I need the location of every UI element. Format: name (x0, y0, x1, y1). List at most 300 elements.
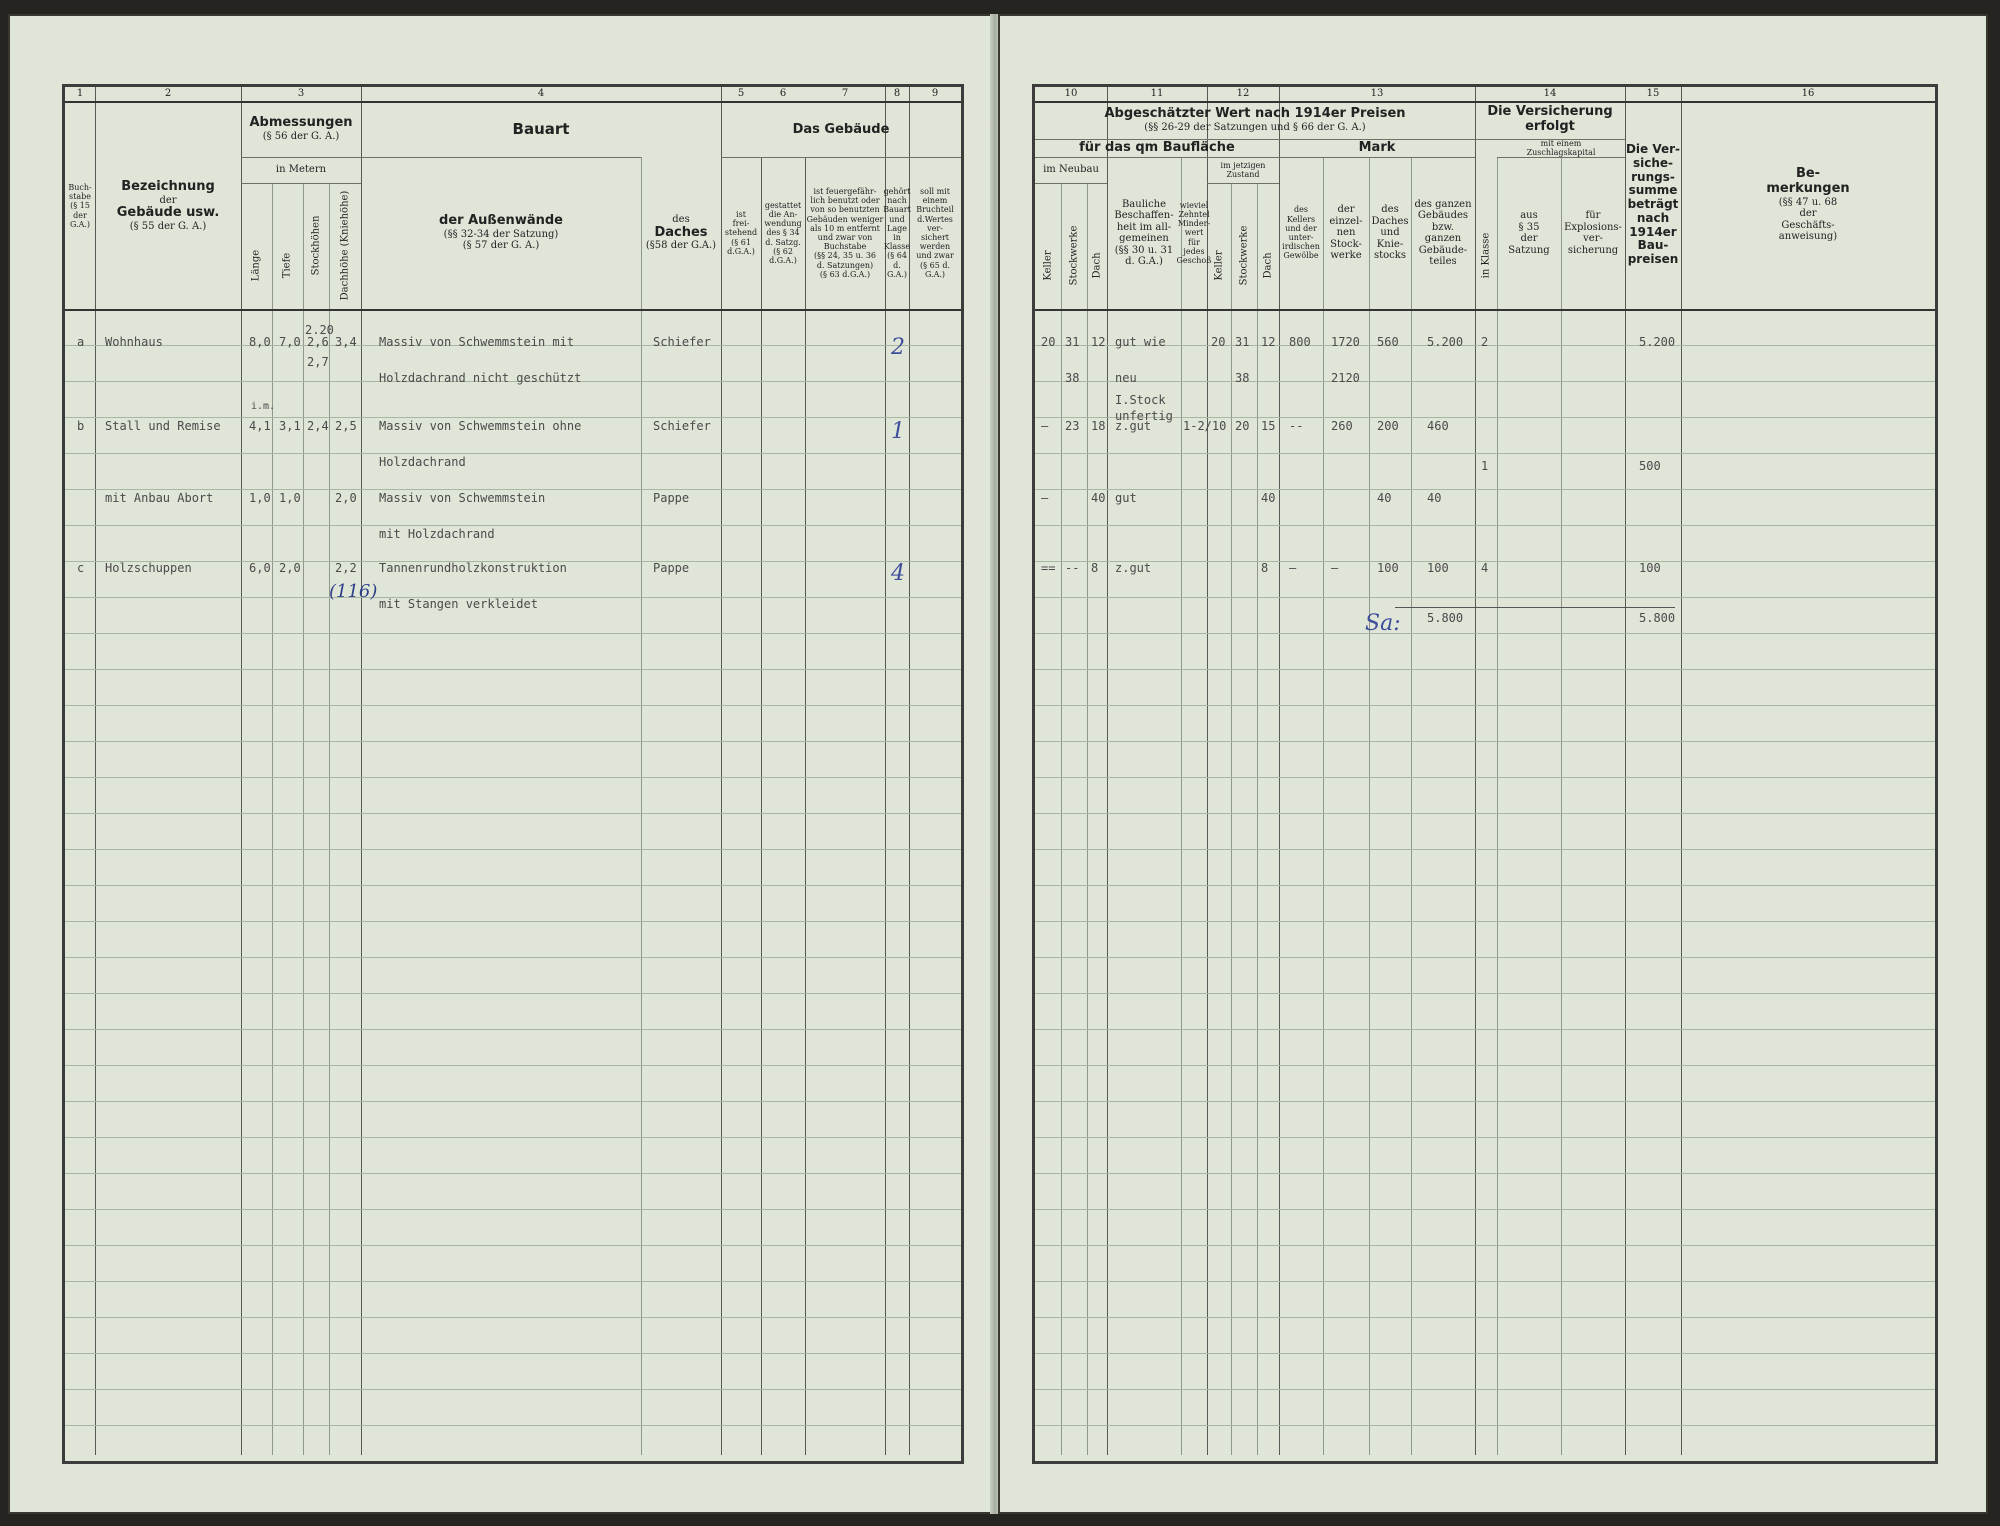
header-feuergefaehrlich-line: (§§ 24, 35 u. 36 (813, 251, 877, 261)
header-bemerkungen-line: der (1799, 208, 1817, 220)
column-number-line: 9 (931, 88, 939, 100)
row-aussenwand: Tannenrundholzkonstruktion (379, 561, 567, 575)
column-number-line: 3 (297, 88, 305, 100)
header-freistehend-line: frei- (732, 219, 750, 229)
row-mark-keller: — (1289, 561, 1297, 575)
grid-column-line (1061, 183, 1062, 1455)
header-aus-satzung-line: der (1520, 233, 1538, 244)
header-freistehend-line: (§ 61 (731, 237, 751, 247)
header-bauliche (1107, 157, 1181, 309)
header-ganzen-line: bzw. (1431, 221, 1455, 233)
header-feuergefaehrlich-line: d. Satzungen) (816, 260, 874, 270)
grid-row-line (1035, 633, 1935, 634)
row-klasse-handwritten: 1 (891, 419, 905, 444)
grid-row-line (65, 741, 961, 742)
grid-row-line (65, 1425, 961, 1426)
header-ganzen-line: Gebäude- (1418, 244, 1468, 256)
row-bezeichnung: Holzschuppen (105, 561, 192, 575)
header-bezeichnung-line: Bezeichnung (121, 178, 215, 194)
header-bauliche-line: (§§ 30 u. 31 (1114, 244, 1174, 256)
header-das-gebaude-line: Das Gebäude (792, 121, 890, 137)
grid-column-line (303, 183, 304, 1455)
header-einzelnen-line: einzel- (1329, 215, 1363, 227)
grid-row-line (1035, 921, 1935, 922)
row-buchstabe: a (77, 335, 85, 349)
grid-row-line (65, 1137, 961, 1138)
left-page (8, 14, 998, 1514)
header-feuergefaehrlich-line: und zwar von (817, 233, 873, 242)
header-in-klasse: in Klasse (1480, 232, 1492, 279)
grid-column-line (641, 157, 642, 1455)
header-abgeschaetzter-wert (1035, 101, 1475, 139)
header-tiefe: Tiefe (281, 252, 293, 279)
row-dach-material: Schiefer (653, 335, 711, 349)
header-gehoert-klasse-line: (§ 64 d. (887, 251, 907, 270)
header-bruchteil-line: einem (922, 196, 948, 206)
grid-row-line (1035, 705, 1935, 706)
grid-row-line (65, 1317, 961, 1318)
column-number-line: 10 (1064, 88, 1078, 100)
header-versicherungssumme-line: Die Ver- (1625, 141, 1681, 156)
header-bezeichnung-line: (§ 55 der G. A.) (129, 220, 207, 232)
row-stockwerke-neubau: 23 (1065, 419, 1080, 433)
row-mark-stockwerke: — (1331, 561, 1339, 575)
row-bauliche-beschaffenheit: gut (1115, 491, 1137, 505)
header-gestattet (761, 157, 805, 309)
column-number (1681, 87, 1935, 101)
header-versicherungssumme-line: summe (1628, 183, 1678, 198)
header-bauart (361, 103, 721, 157)
header-einzelnen-line: Stock- (1330, 238, 1362, 250)
header-versicherung-line: Die Versicherung (1487, 104, 1613, 120)
column-number (909, 87, 961, 101)
row-klasse: 1 (1481, 459, 1489, 473)
grid-row-line (1207, 183, 1279, 184)
row-bauliche-beschaffenheit: unfertig (1115, 409, 1173, 423)
row-tiefe: 2,0 (279, 561, 301, 575)
header-zuschlagskapital-line: mit einem (1540, 138, 1582, 148)
row-mark-stockwerke: 260 (1331, 419, 1353, 433)
header-ganzen-line: ganzen (1424, 233, 1462, 244)
header-versicherungssumme (1625, 101, 1681, 309)
header-gehoert-klasse-line: Bauart (883, 205, 911, 215)
header-bruchteil-line: soll mit (920, 187, 950, 197)
header-einzelnen-line: nen (1336, 227, 1356, 239)
grid-row-line (1035, 1065, 1935, 1066)
header-jetziger-zustand (1207, 157, 1279, 183)
header-bemerkungen-line: merkungen (1766, 181, 1850, 196)
header-bruchteil (909, 157, 961, 309)
row-laenge: 1,0 (249, 491, 271, 505)
header-bauart-line: Bauart (512, 120, 570, 139)
grid-row-line (65, 777, 961, 778)
column-number (885, 87, 909, 101)
header-bemerkungen-line: (§§ 47 u. 68 (1778, 196, 1838, 208)
header-kellers-line: unter- (1288, 233, 1314, 242)
column-number (1625, 87, 1681, 101)
header-gestattet-line: die An- (768, 210, 798, 220)
row-aussenwand: mit Holzdachrand (379, 527, 495, 541)
row-keller-neubau: — (1041, 491, 1049, 505)
header-explosion-line: für (1585, 210, 1601, 221)
header-zuschlagskapital (1497, 139, 1625, 157)
grid-row-line (1035, 1389, 1935, 1390)
header-aus-satzung (1497, 157, 1561, 309)
header-bruchteil-line: sichert (920, 233, 950, 242)
row-keller-neubau: 20 (1041, 335, 1056, 349)
row-klasse-handwritten: 4 (891, 561, 905, 586)
header-keller-jetzig: Keller (1213, 250, 1225, 281)
right-form-sheet (1032, 84, 1938, 1464)
grid-row-line (1035, 1425, 1935, 1426)
header-explosion-line: Explosions- (1564, 221, 1622, 233)
header-gestattet-line: gestattet (764, 200, 802, 210)
row-dach-material: Schiefer (653, 419, 711, 433)
row-handwritten-mark: (116) (329, 581, 378, 602)
grid-column-line (1323, 157, 1324, 1455)
header-bruchteil-line: G.A.) (924, 269, 946, 279)
header-abmessungen-line: (§ 56 der G. A.) (262, 130, 340, 142)
right-page (998, 14, 1988, 1514)
header-daches (641, 157, 721, 309)
header-kellers (1279, 157, 1323, 309)
grid-row-line (65, 1173, 961, 1174)
header-bauliche-line: d. G.A.) (1125, 256, 1163, 267)
header-daches-mark-line: des (1381, 204, 1399, 216)
grid-row-line (65, 417, 961, 418)
grid-column-line (1411, 157, 1412, 1455)
grid-column-line (1475, 87, 1476, 1455)
row-dach-material: Pappe (653, 491, 690, 505)
header-versicherungssumme-line: rungs- (1631, 169, 1675, 184)
header-explosion (1561, 157, 1625, 309)
header-gehoert-klasse-line: nach (887, 196, 907, 206)
row-stockhoehe: 2,4 (307, 419, 329, 433)
grid-column-line (1207, 87, 1208, 1455)
grid-column-line (761, 157, 762, 1455)
header-aussenwaende-line: (§ 57 der G. A.) (462, 240, 540, 252)
header-einzelnen-line: der (1337, 204, 1355, 216)
header-qm-bauflaeche (1035, 139, 1279, 157)
header-stockwerke-neubau: Stockwerke (1068, 225, 1080, 286)
grid-row-line (1035, 813, 1935, 814)
header-bezeichnung-line: der (159, 194, 177, 206)
row-dach-jetzig: 40 (1261, 491, 1276, 505)
header-bemerkungen-line: Be- (1795, 166, 1821, 182)
column-number (721, 87, 761, 101)
grid-row-line (1035, 993, 1935, 994)
grid-column-line (1561, 157, 1562, 1455)
column-number-line: 16 (1801, 88, 1815, 100)
grid-row-line (1035, 1353, 1935, 1354)
header-dach-neubau: Dach (1091, 252, 1103, 279)
header-in-metern (241, 157, 361, 183)
header-versicherungssumme-line: nach (1636, 210, 1670, 225)
grid-row-line (1035, 1281, 1935, 1282)
header-gestattet-line: d. Satzg. (765, 237, 801, 247)
row-versicherungssumme: 500 (1639, 459, 1661, 473)
grid-column-line (329, 183, 330, 1455)
row-aussenwand: mit Stangen verkleidet (379, 597, 538, 611)
header-gestattet-line: wendung (764, 219, 802, 229)
header-buchstabe-line: (§ 15 (70, 201, 90, 211)
header-kellers-line: irdischen (1282, 242, 1320, 252)
row-aussenwand: Holzdachrand nicht geschützt (379, 371, 582, 385)
column-number-line: 14 (1543, 88, 1557, 100)
grid-row-line (1035, 741, 1935, 742)
row-klasse: 2 (1481, 335, 1489, 349)
header-abmessungen (241, 103, 361, 155)
grid-row-line (65, 993, 961, 994)
row-dach-neubau: 18 (1091, 419, 1106, 433)
row-versicherungssumme: 5.800 (1639, 611, 1676, 625)
header-mark (1279, 139, 1475, 157)
header-abmessungen-line: Abmessungen (249, 114, 353, 130)
grid-row-line (1035, 309, 1935, 311)
header-bauliche-line: heit im all- (1116, 221, 1172, 233)
grid-row-line (1035, 1173, 1935, 1174)
header-bemerkungen-line: Geschäfts- (1781, 219, 1835, 231)
grid-row-line (1035, 777, 1935, 778)
grid-row-line (1035, 1209, 1935, 1210)
grid-row-line (65, 1029, 961, 1030)
grid-row-line (1035, 183, 1107, 184)
grid-row-line (1035, 669, 1935, 670)
grid-column-line (1231, 183, 1232, 1455)
header-in-metern-line: in Metern (275, 164, 327, 176)
grid-column-line (1497, 157, 1498, 1455)
header-bauliche-line: gemeinen (1119, 233, 1169, 244)
row-mark-ganzen: 40 (1427, 491, 1442, 505)
column-number-line: 2 (164, 88, 172, 100)
grid-row-line (65, 453, 961, 454)
row-aussenwand: Massiv von Schwemmstein mit (379, 335, 575, 349)
header-gehoert-klasse-line: gehört (883, 187, 911, 197)
row-dach-material: Pappe (653, 561, 690, 575)
row-stockwerke-jetzig: 31 (1235, 335, 1250, 349)
grid-row-line (1035, 885, 1935, 886)
row-versicherungssumme: 100 (1639, 561, 1661, 575)
header-freistehend (721, 157, 761, 309)
header-explosion-line: ver- (1583, 233, 1603, 244)
header-buchstabe (65, 103, 95, 309)
row-mark-stockwerke: 1720 (1331, 335, 1360, 349)
column-number (805, 87, 885, 101)
header-bauliche-line: Bauliche (1121, 198, 1167, 210)
header-im-neubau-line: im Neubau (1043, 164, 1099, 176)
header-feuergefaehrlich-line: (§ 63 d.G.A.) (819, 269, 871, 279)
row-stockhoehe-2: 2,7 (307, 355, 329, 369)
grid-row-line (65, 489, 961, 490)
header-freistehend-line: stehend (724, 228, 758, 238)
row-bezeichnung: mit Anbau Abort (105, 491, 214, 505)
grid-row-line (65, 1065, 961, 1066)
row-stockhoehe-top: 2.20 (305, 323, 334, 337)
column-number (1107, 87, 1207, 101)
row-mark-ganzen: 5.200 (1427, 335, 1464, 349)
row-bauliche-beschaffenheit: z.gut (1115, 561, 1152, 575)
row-mark-ganzen: 460 (1427, 419, 1449, 433)
header-daches-line: (§58 der G.A.) (645, 240, 717, 252)
grid-row-line (65, 921, 961, 922)
column-number-line: 15 (1646, 88, 1660, 100)
column-number-line: 6 (779, 88, 787, 100)
header-wieviel-line: Zehntel (1178, 210, 1210, 220)
row-klasse: 4 (1481, 561, 1489, 575)
grid-row-line (65, 1209, 961, 1210)
grid-row-line (65, 633, 961, 634)
header-aus-satzung-line: Satzung (1508, 244, 1550, 256)
header-gestattet-line: des § 34 (766, 228, 800, 238)
header-stockhoehen: Stockhöhen (310, 215, 322, 276)
row-tiefe: 1,0 (279, 491, 301, 505)
row-dach-neubau: 12 (1091, 335, 1106, 349)
header-buchstabe-line: stabe (69, 192, 91, 202)
row-tiefe: 3,1 (279, 419, 301, 433)
header-qm-bauflaeche-line: für das qm Baufläche (1079, 139, 1235, 155)
row-laenge-note: i.m. (251, 401, 276, 412)
header-wieviel-line: wieviel (1179, 200, 1209, 210)
row-tiefe: 7,0 (279, 335, 301, 349)
column-number-line: 11 (1150, 88, 1164, 100)
header-wieviel (1176, 157, 1212, 309)
header-ganzen-line: des ganzen (1414, 198, 1472, 210)
grid-row-line (241, 183, 361, 184)
grid-row-line (1035, 1101, 1935, 1102)
row-aussenwand: Massiv von Schwemmstein ohne (379, 419, 582, 433)
row-bauliche-beschaffenheit: z.gut (1115, 419, 1152, 433)
column-number (65, 87, 95, 101)
header-versicherungssumme-line: siche- (1632, 155, 1674, 170)
row-versicherungssumme: 5.200 (1639, 335, 1676, 349)
header-versicherung-line: erfolgt (1525, 119, 1575, 134)
header-gehoert-klasse-line: und (889, 214, 905, 224)
left-form-sheet (62, 84, 964, 1464)
row-mark-daches: 40 (1377, 491, 1392, 505)
row-mark-ganzen: 100 (1427, 561, 1449, 575)
grid-row-line (1035, 597, 1935, 598)
column-number-line: 5 (737, 88, 745, 100)
header-bruchteil-line: (§ 65 d. (919, 260, 951, 270)
header-feuergefaehrlich (805, 157, 885, 309)
grid-row-line (65, 849, 961, 850)
column-number (241, 87, 361, 101)
grid-row-line (1035, 453, 1935, 454)
row-buchstabe: b (77, 419, 85, 433)
row-keller-neubau: == (1041, 561, 1056, 575)
grid-row-line (65, 957, 961, 958)
header-buchstabe-line: G.A.) (69, 219, 91, 229)
column-number-line: 1 (76, 88, 84, 100)
header-versicherungssumme-line: beträgt (1627, 197, 1679, 212)
header-versicherung (1475, 101, 1625, 139)
header-daches-mark-line: und (1380, 227, 1400, 239)
row-aussenwand: Holzdachrand (379, 455, 466, 469)
grid-row-line (1035, 1317, 1935, 1318)
row-stockhoehe: 2,6 (307, 335, 329, 349)
header-versicherungssumme-line: 1914er (1629, 224, 1677, 239)
column-number-line: 13 (1370, 88, 1384, 100)
row-keller-jetzig: 20 (1211, 335, 1226, 349)
grid-row-line (65, 309, 961, 311)
header-dach-jetzig: Dach (1262, 252, 1274, 279)
grid-row-line (1035, 849, 1935, 850)
header-feuergefaehrlich-line: Gebäuden weniger (806, 214, 884, 224)
grid-row-line (1035, 957, 1935, 958)
header-bruchteil-line: Bruchteil (916, 205, 954, 215)
grid-column-line (1087, 183, 1088, 1455)
header-freistehend-line: ist (736, 210, 746, 220)
grid-row-line (1035, 489, 1935, 490)
column-number (361, 87, 721, 101)
header-bruchteil-line: ver- (927, 223, 943, 233)
row-laenge: 6,0 (249, 561, 271, 575)
row-bezeichnung: Wohnhaus (105, 335, 163, 349)
grid-row-line (1035, 525, 1935, 526)
row-stockwerke-jetzig: 38 (1235, 371, 1250, 385)
header-daches-mark-line: Knie- (1376, 238, 1404, 250)
header-gehoert-klasse-line: Lage (887, 223, 907, 233)
header-kellers-line: des (1294, 205, 1308, 215)
grid-row-line (65, 669, 961, 670)
header-bezeichnung-line: Gebäude usw. (116, 205, 220, 220)
grid-row-line (1035, 1137, 1935, 1138)
header-wieviel-line: jedes (1183, 246, 1205, 256)
header-gestattet-line: d.G.A.) (769, 255, 797, 265)
header-bruchteil-line: d.Wertes (917, 214, 953, 224)
row-mark-keller: 800 (1289, 335, 1311, 349)
header-wieviel-line: Geschoß (1176, 255, 1212, 265)
grid-column-line (241, 87, 242, 1455)
grid-row-line (65, 1353, 961, 1354)
column-number (761, 87, 805, 101)
header-kellers-line: Kellers (1286, 214, 1316, 224)
grid-row-line (65, 1389, 961, 1390)
row-bauliche-beschaffenheit: gut wie (1115, 335, 1166, 349)
grid-row-line (1035, 1029, 1935, 1030)
sum-line (1395, 607, 1675, 608)
header-einzelnen (1323, 157, 1369, 309)
grid-row-line (65, 525, 961, 526)
header-das-gebaude (721, 103, 961, 157)
header-dachhoehe: Dachhöhe (Kniehöhe) (339, 190, 351, 301)
grid-column-line (1369, 157, 1370, 1455)
header-ganzen-line: teiles (1429, 256, 1457, 267)
grid-row-line (65, 813, 961, 814)
row-laenge: 4,1 (249, 419, 271, 433)
row-dachhoehe: 2,0 (335, 491, 357, 505)
header-bemerkungen-line: anweisung) (1778, 231, 1838, 243)
column-number (1035, 87, 1107, 101)
column-number (1475, 87, 1625, 101)
row-stockwerke-jetzig: 20 (1235, 419, 1250, 433)
header-abgeschaetzter-wert-line: (§§ 26-29 der Satzungen und § 66 der G. A.) (1144, 121, 1366, 133)
header-daches-line: des (672, 214, 690, 226)
row-dach-neubau: 40 (1091, 491, 1106, 505)
grid-row-line (65, 1245, 961, 1246)
header-laenge: Länge (250, 249, 262, 282)
grid-row-line (65, 1101, 961, 1102)
row-mark-daches: 200 (1377, 419, 1399, 433)
row-mark-daches: 100 (1377, 561, 1399, 575)
row-dachhoehe: 2,2 (335, 561, 357, 575)
header-stockwerke-jetzig: Stockwerke (1238, 225, 1250, 286)
header-gehoert-klasse-line: G.A.) (886, 269, 908, 279)
header-feuergefaehrlich-line: lich benutzt oder (810, 196, 880, 206)
header-daches-mark (1369, 157, 1411, 309)
header-explosion-line: sicherung (1567, 244, 1619, 256)
row-bauliche-beschaffenheit: I.Stock (1115, 393, 1166, 407)
